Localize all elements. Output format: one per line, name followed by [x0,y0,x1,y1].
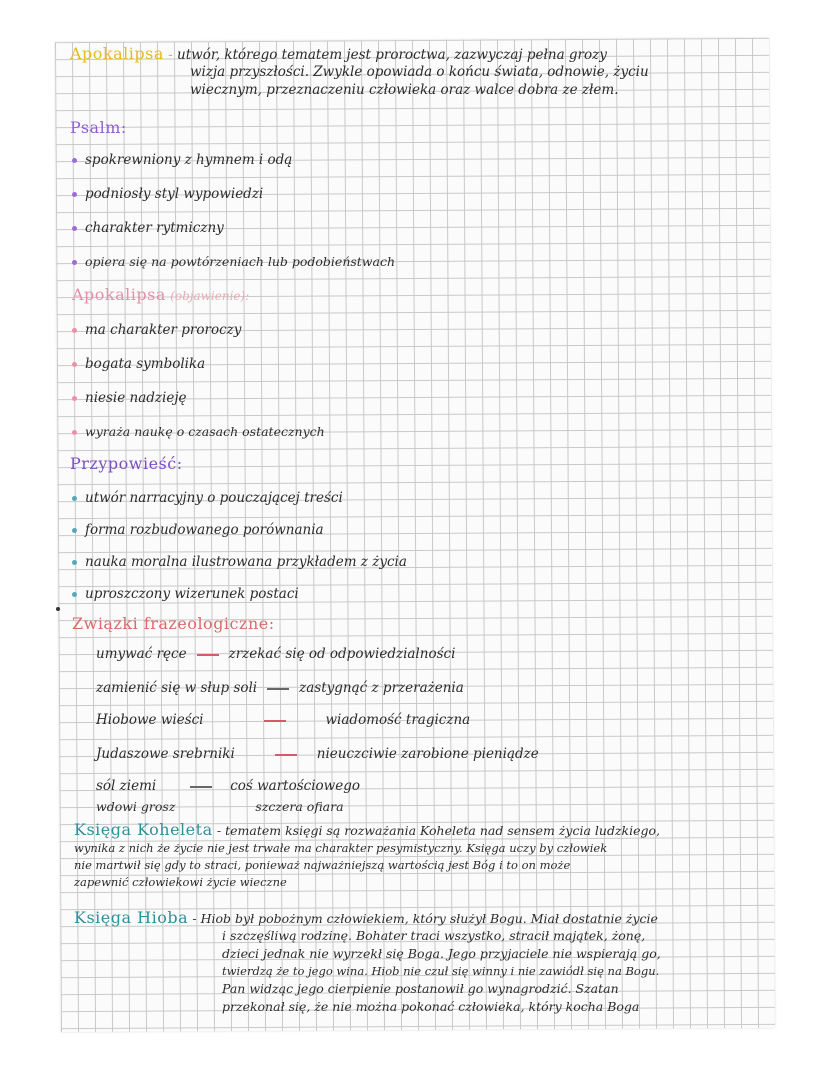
bullet-icon [72,260,77,265]
bullet-icon [72,362,77,367]
hioba-term: Księga Hioba [74,908,189,927]
paragraph-line: zapewnić człowiekowi życie wieczne [74,875,287,889]
phrase-row: Judaszowe srebrniki nieuczciwie zarobione pieniądze [96,746,539,762]
definition-line: wizja przyszłości. Zwykle opowiada o końcu świata, odnowie, życiu [190,64,649,80]
bullet-icon [72,328,77,333]
paragraph-line: i szczęśliwą rodzinę. Bohater traci wszystko, stracił majątek, żonę, [222,928,646,943]
bullet-icon [72,192,77,197]
list-item: ma charakter proroczy [72,322,241,338]
bullet-icon [72,430,77,435]
list-item: utwór narracyjny o pouczającej treści [72,490,343,506]
hioba-paragraph: Księga Hioba - Hiob był pobożnym człowiekiem, który służył Bogu. Miał dostatnie życie [74,908,658,927]
paragraph-line: przekonał się, że nie można pokonać człowieka, który kocha Boga [222,999,640,1014]
dash-icon [197,654,219,656]
apokalipsa-heading: Apokalipsa (objawienie): [72,285,250,304]
apokalipsa-definition: Apokalipsa - utwór, którego tematem jest proroctwa, zazwyczaj pełna grozy [70,44,607,63]
bullet-icon [72,396,77,401]
dash-icon [267,688,289,690]
paragraph-line: dzieci jednak nie wyrzekł się Boga. Jego przyjaciele nie wspierają go, [222,946,661,961]
phrase-row: zamienić się w słup soli zastygnąć z przerażenia [96,680,464,696]
bullet-icon [72,226,77,231]
list-item: wyraża naukę o czasach ostatecznych [72,424,325,440]
koheleta-paragraph: Księga Koheleta - tematem księgi są rozważania Koheleta nad sensem życia ludzkiego, [74,820,661,839]
list-item: spokrewniony z hymnem i odą [72,152,292,168]
bullet-icon [72,158,77,163]
list-item: nauka moralna ilustrowana przykładem z życia [72,554,407,570]
list-item: podniosły styl wypowiedzi [72,186,263,202]
list-item: opiera się na powtórzeniach lub podobieństwach [72,254,395,270]
psalm-heading: Psalm: [70,118,127,137]
list-item: forma rozbudowanego porównania [72,522,324,538]
apokalipsa-term: Apokalipsa [70,44,164,63]
bullet-icon [72,592,77,597]
phrase-row: umywać ręce zrzekać się od odpowiedzialności [96,646,456,662]
list-item: niesie nadzieję [72,390,187,406]
paragraph-line: Pan widząc jego cierpienie postanowił go wynagrodzić. Szatan [222,981,619,996]
list-item: bogata symbolika [72,356,205,372]
bullet-icon [72,560,77,565]
definition-line: utwór, którego tematem jest proroctwa, zazwyczaj pełna grozy [177,47,607,63]
paragraph-line: twierdzą że to jego wina. Hiob nie czuł się winny i nie zawiódł się na Bogu. [222,964,660,978]
phrase-row: wdowi grosz szczera ofiara [96,799,344,814]
list-item: uproszczony wizerunek postaci [72,586,299,602]
dash-icon [264,720,286,722]
bullet-icon [72,528,77,533]
zwiazki-heading: Związki frazeologiczne: [72,614,275,633]
phrase-row: sól ziemi coś wartościowego [96,778,360,794]
definition-line: wiecznym, przeznaczeniu człowieka oraz walce dobra ze złem. [190,82,619,98]
phrase-row: Hiobowe wieści wiadomość tragiczna [96,712,471,728]
paragraph-line: nie martwił się gdy to straci, ponieważ najważniejszą wartością jest Bóg i to on może [74,858,571,872]
margin-dot [56,607,60,611]
dash-icon [190,786,212,788]
koheleta-term: Księga Koheleta [74,820,213,839]
list-item: charakter rytmiczny [72,220,224,236]
paragraph-line: wynika z nich że życie nie jest trwałe ma charakter pesymistyczny. Księga uczy by człowiek [74,841,608,855]
dash-icon [275,754,297,756]
przypowiesc-heading: Przypowieść: [70,454,183,473]
bullet-icon [72,496,77,501]
